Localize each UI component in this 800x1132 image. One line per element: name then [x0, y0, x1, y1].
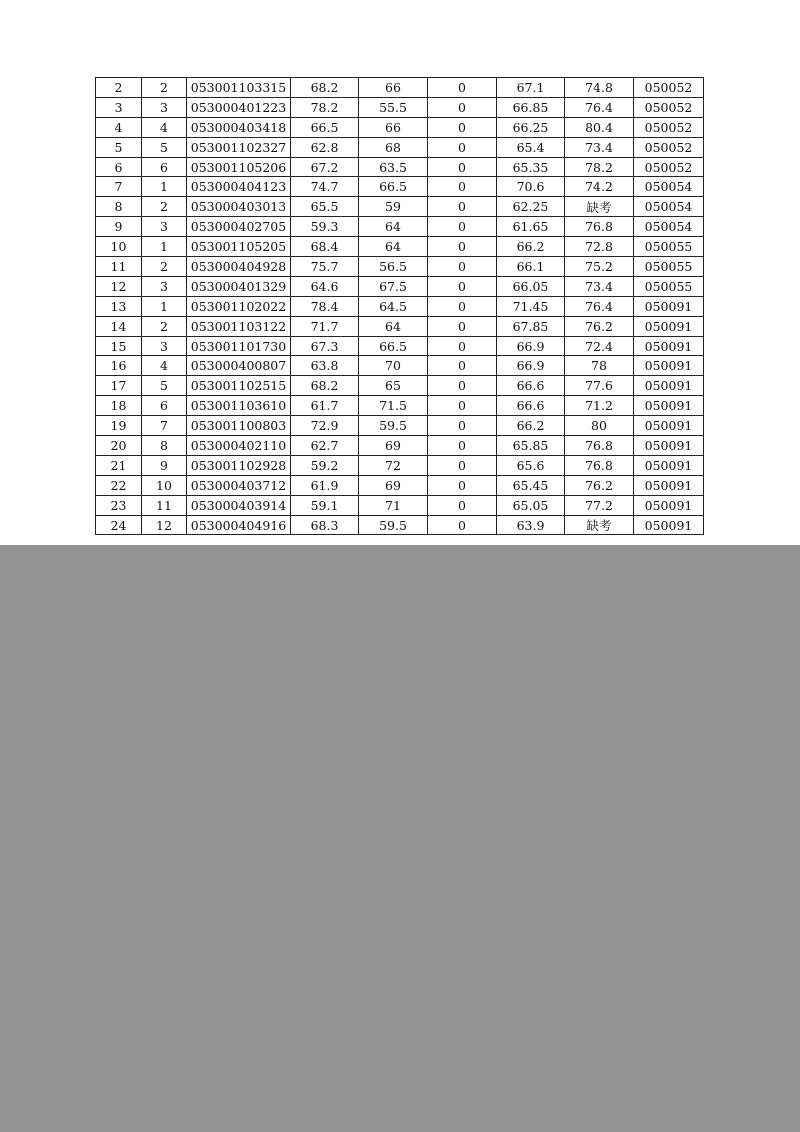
table-cell: 3: [142, 336, 187, 356]
table-cell: 66.2: [497, 237, 565, 257]
table-cell: 78: [565, 356, 634, 376]
table-cell: 68.2: [291, 376, 359, 396]
table-cell: 053001101730: [187, 336, 291, 356]
table-cell: 67.5: [359, 276, 428, 296]
table-cell: 76.8: [565, 217, 634, 237]
table-cell: 0: [428, 78, 497, 98]
table-cell: 76.8: [565, 455, 634, 475]
table-cell: 73.4: [565, 276, 634, 296]
table-row: [96, 396, 704, 416]
table-cell: 050052: [634, 117, 704, 137]
table-cell: 0: [428, 177, 497, 197]
table-cell: 64: [359, 217, 428, 237]
table-cell: 053001102515: [187, 376, 291, 396]
score-table-container: [95, 77, 703, 535]
table-cell: 65.85: [497, 436, 565, 456]
table-cell: 61.7: [291, 396, 359, 416]
table-cell: 3: [96, 97, 142, 117]
table-cell: 0: [428, 217, 497, 237]
table-cell: 7: [142, 416, 187, 436]
table-cell: 74.8: [565, 78, 634, 98]
table-cell: 050052: [634, 157, 704, 177]
table-cell: 053000404916: [187, 515, 291, 535]
table-row: [96, 455, 704, 475]
table-cell: 71.7: [291, 316, 359, 336]
table-cell: 2: [142, 316, 187, 336]
table-cell: 053001105205: [187, 237, 291, 257]
table-cell: 78.2: [291, 97, 359, 117]
table-cell: 72: [359, 455, 428, 475]
table-cell: 64.5: [359, 296, 428, 316]
table-cell: 65: [359, 376, 428, 396]
table-cell: 0: [428, 316, 497, 336]
table-cell: 59.3: [291, 217, 359, 237]
table-cell: 4: [96, 117, 142, 137]
table-cell: 23: [96, 495, 142, 515]
table-cell: 66.9: [497, 336, 565, 356]
table-cell: 71: [359, 495, 428, 515]
table-cell: 70: [359, 356, 428, 376]
table-cell: 053000403013: [187, 197, 291, 217]
table-cell: 050091: [634, 475, 704, 495]
table-cell: 75.2: [565, 257, 634, 277]
table-cell: 6: [142, 396, 187, 416]
table-cell: 8: [142, 436, 187, 456]
table-row: [96, 157, 704, 177]
table-cell: 68.2: [291, 78, 359, 98]
table-cell: 75.7: [291, 257, 359, 277]
table-cell: 0: [428, 197, 497, 217]
table-cell: 76.2: [565, 316, 634, 336]
table-row: [96, 117, 704, 137]
table-cell: 63.5: [359, 157, 428, 177]
table-cell: 65.5: [291, 197, 359, 217]
table-cell: 76.4: [565, 296, 634, 316]
table-cell: 050054: [634, 217, 704, 237]
table-cell: 80: [565, 416, 634, 436]
table-cell: 66.85: [497, 97, 565, 117]
table-cell: 59.5: [359, 515, 428, 535]
table-cell: 050091: [634, 436, 704, 456]
table-cell: 61.65: [497, 217, 565, 237]
table-cell: 053001102022: [187, 296, 291, 316]
table-cell: 5: [142, 376, 187, 396]
table-row: [96, 316, 704, 336]
table-cell: 0: [428, 296, 497, 316]
table-cell: 11: [142, 495, 187, 515]
table-row: [96, 276, 704, 296]
table-cell: 59: [359, 197, 428, 217]
table-cell: 0: [428, 157, 497, 177]
table-row: [96, 356, 704, 376]
table-cell: 2: [142, 257, 187, 277]
table-cell: 68.3: [291, 515, 359, 535]
table-cell: 4: [142, 356, 187, 376]
table-cell: 053001102327: [187, 137, 291, 157]
gray-overlay: [0, 545, 800, 1132]
table-cell: 1: [142, 177, 187, 197]
table-cell: 053001102928: [187, 455, 291, 475]
table-cell: 050055: [634, 237, 704, 257]
table-cell: 5: [142, 137, 187, 157]
table-cell: 66: [359, 78, 428, 98]
table-row: [96, 376, 704, 396]
table-cell: 3: [142, 97, 187, 117]
table-cell: 76.4: [565, 97, 634, 117]
table-cell: 76.8: [565, 436, 634, 456]
table-cell: 66.5: [359, 177, 428, 197]
table-cell: 56.5: [359, 257, 428, 277]
table-cell: 050052: [634, 137, 704, 157]
table-row: [96, 137, 704, 157]
table-cell: 053000403914: [187, 495, 291, 515]
table-cell: 22: [96, 475, 142, 495]
table-cell: 053000403418: [187, 117, 291, 137]
table-cell: 3: [142, 276, 187, 296]
table-cell: 77.2: [565, 495, 634, 515]
table-cell: 2: [142, 197, 187, 217]
table-cell: 64.6: [291, 276, 359, 296]
table-cell: 0: [428, 376, 497, 396]
score-table: [95, 77, 704, 535]
table-cell: 11: [96, 257, 142, 277]
table-cell: 0: [428, 237, 497, 257]
table-cell: 68: [359, 137, 428, 157]
table-cell: 053001103122: [187, 316, 291, 336]
table-cell: 050055: [634, 257, 704, 277]
table-cell: 68.4: [291, 237, 359, 257]
table-cell: 053000402705: [187, 217, 291, 237]
table-cell: 6: [96, 157, 142, 177]
table-cell: 6: [142, 157, 187, 177]
table-cell: 8: [96, 197, 142, 217]
table-cell: 76.2: [565, 475, 634, 495]
table-row: [96, 495, 704, 515]
table-row: [96, 97, 704, 117]
table-row: [96, 217, 704, 237]
table-cell: 70.6: [497, 177, 565, 197]
table-cell: 64: [359, 237, 428, 257]
table-cell: 0: [428, 276, 497, 296]
table-row: [96, 515, 704, 535]
table-cell: 66.1: [497, 257, 565, 277]
table-cell: 053000404123: [187, 177, 291, 197]
table-cell: 71.45: [497, 296, 565, 316]
table-cell: 0: [428, 257, 497, 277]
table-cell: 0: [428, 475, 497, 495]
table-cell: 59.2: [291, 455, 359, 475]
table-row: [96, 436, 704, 456]
table-cell: 3: [142, 217, 187, 237]
table-cell: 67.2: [291, 157, 359, 177]
table-cell: 1: [142, 296, 187, 316]
table-cell: 14: [96, 316, 142, 336]
table-cell: 24: [96, 515, 142, 535]
table-cell: 64: [359, 316, 428, 336]
table-cell: 69: [359, 436, 428, 456]
table-row: [96, 197, 704, 217]
table-cell: 053000403712: [187, 475, 291, 495]
table-row: [96, 475, 704, 495]
table-cell: 66: [359, 117, 428, 137]
table-cell: 050091: [634, 495, 704, 515]
table-cell: 71.5: [359, 396, 428, 416]
table-cell: 67.85: [497, 316, 565, 336]
table-cell: 59.5: [359, 416, 428, 436]
table-cell: 缺考: [565, 515, 634, 535]
table-cell: 0: [428, 356, 497, 376]
table-cell: 缺考: [565, 197, 634, 217]
table-cell: 16: [96, 356, 142, 376]
table-row: [96, 78, 704, 98]
table-cell: 66.2: [497, 416, 565, 436]
table-row: [96, 416, 704, 436]
table-cell: 78.2: [565, 157, 634, 177]
table-cell: 65.35: [497, 157, 565, 177]
table-cell: 66.6: [497, 376, 565, 396]
table-cell: 053000401329: [187, 276, 291, 296]
table-cell: 72.9: [291, 416, 359, 436]
table-cell: 050091: [634, 455, 704, 475]
table-cell: 053000400807: [187, 356, 291, 376]
table-cell: 12: [96, 276, 142, 296]
table-cell: 65.05: [497, 495, 565, 515]
table-cell: 0: [428, 436, 497, 456]
table-cell: 0: [428, 97, 497, 117]
table-cell: 66.05: [497, 276, 565, 296]
table-cell: 7: [96, 177, 142, 197]
table-cell: 050091: [634, 416, 704, 436]
table-cell: 053000401223: [187, 97, 291, 117]
table-cell: 053001105206: [187, 157, 291, 177]
table-cell: 62.25: [497, 197, 565, 217]
table-cell: 0: [428, 416, 497, 436]
table-cell: 0: [428, 455, 497, 475]
table-cell: 050091: [634, 356, 704, 376]
table-cell: 0: [428, 396, 497, 416]
table-row: [96, 177, 704, 197]
table-cell: 72.4: [565, 336, 634, 356]
table-cell: 63.8: [291, 356, 359, 376]
table-cell: 050091: [634, 296, 704, 316]
table-cell: 053001103315: [187, 78, 291, 98]
table-cell: 050054: [634, 177, 704, 197]
table-cell: 74.7: [291, 177, 359, 197]
table-cell: 18: [96, 396, 142, 416]
table-cell: 050091: [634, 376, 704, 396]
table-cell: 65.45: [497, 475, 565, 495]
table-cell: 65.6: [497, 455, 565, 475]
table-cell: 050091: [634, 515, 704, 535]
table-cell: 0: [428, 336, 497, 356]
table-cell: 63.9: [497, 515, 565, 535]
table-cell: 21: [96, 455, 142, 475]
table-cell: 5: [96, 137, 142, 157]
table-cell: 77.6: [565, 376, 634, 396]
table-cell: 10: [96, 237, 142, 257]
table-cell: 2: [96, 78, 142, 98]
table-cell: 74.2: [565, 177, 634, 197]
table-cell: 0: [428, 495, 497, 515]
table-cell: 67.3: [291, 336, 359, 356]
table-cell: 19: [96, 416, 142, 436]
table-cell: 10: [142, 475, 187, 495]
table-cell: 66.9: [497, 356, 565, 376]
table-cell: 053000402110: [187, 436, 291, 456]
table-row: [96, 296, 704, 316]
table-cell: 0: [428, 515, 497, 535]
table-cell: 80.4: [565, 117, 634, 137]
table-cell: 050055: [634, 276, 704, 296]
table-cell: 78.4: [291, 296, 359, 316]
table-cell: 59.1: [291, 495, 359, 515]
table-cell: 053000404928: [187, 257, 291, 277]
table-row: [96, 257, 704, 277]
table-cell: 66.5: [359, 336, 428, 356]
table-cell: 66.25: [497, 117, 565, 137]
table-cell: 050091: [634, 316, 704, 336]
table-cell: 0: [428, 137, 497, 157]
table-row: [96, 336, 704, 356]
table-cell: 053001103610: [187, 396, 291, 416]
table-cell: 050091: [634, 396, 704, 416]
table-cell: 050052: [634, 97, 704, 117]
table-cell: 72.8: [565, 237, 634, 257]
table-cell: 1: [142, 237, 187, 257]
table-cell: 66.6: [497, 396, 565, 416]
table-cell: 61.9: [291, 475, 359, 495]
table-cell: 65.4: [497, 137, 565, 157]
table-cell: 71.2: [565, 396, 634, 416]
table-cell: 050052: [634, 78, 704, 98]
table-cell: 4: [142, 117, 187, 137]
table-cell: 66.5: [291, 117, 359, 137]
table-cell: 050054: [634, 197, 704, 217]
table-cell: 55.5: [359, 97, 428, 117]
table-cell: 0: [428, 117, 497, 137]
table-cell: 73.4: [565, 137, 634, 157]
table-cell: 17: [96, 376, 142, 396]
table-cell: 050091: [634, 336, 704, 356]
score-table-body: [96, 78, 704, 535]
table-cell: 2: [142, 78, 187, 98]
table-cell: 62.8: [291, 137, 359, 157]
table-row: [96, 237, 704, 257]
table-cell: 13: [96, 296, 142, 316]
table-cell: 12: [142, 515, 187, 535]
table-cell: 69: [359, 475, 428, 495]
table-cell: 9: [96, 217, 142, 237]
table-cell: 15: [96, 336, 142, 356]
table-cell: 62.7: [291, 436, 359, 456]
table-cell: 053001100803: [187, 416, 291, 436]
table-cell: 67.1: [497, 78, 565, 98]
table-cell: 20: [96, 436, 142, 456]
table-cell: 9: [142, 455, 187, 475]
